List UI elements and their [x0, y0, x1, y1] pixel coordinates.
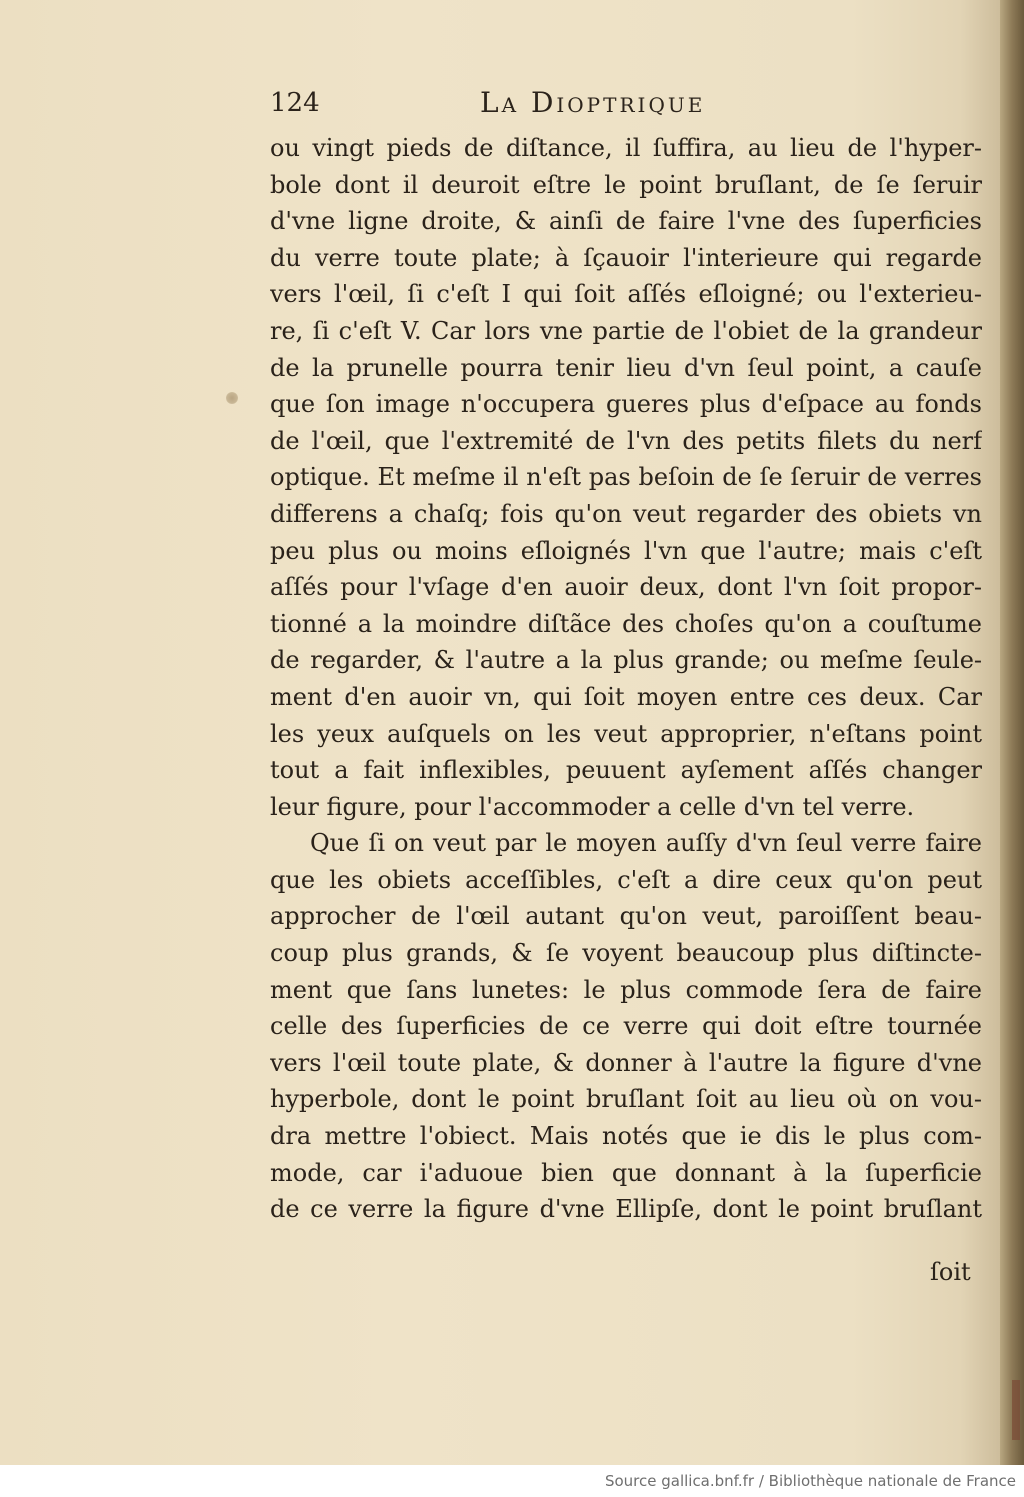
page-header [270, 86, 970, 126]
text-line: de la prunelle pourra tenir lieu d'vn ſeul point, a cauſe [270, 353, 982, 382]
paper-speck [226, 392, 238, 404]
text-line: que ſon image n'occupera gueres plus d'eſpace au fonds [270, 390, 982, 419]
text-line: de ce verre la figure d'vne Ellipſe, dont le point bruſlant [270, 1195, 982, 1224]
text-line: Que ſi on veut par le moyen auſſy d'vn ſeul verre faire [310, 829, 982, 858]
text-line: d'vne ligne droite, & ainſi de faire l'vne des ſuperficies [270, 207, 982, 236]
text-line: ment d'en auoir vn, qui ſoit moyen entre ces deux. Car [270, 682, 982, 711]
text-line: du verre toute plate; à ſçauoir l'interieure qui regarde [270, 243, 982, 272]
text-line: tionné a la moindre diſtãce des choſes qu'on a couſtume [270, 609, 982, 638]
text-line: tout a fait inflexibles, peuuent ayſement aſſés changer [270, 756, 982, 785]
text-line: vers l'œil toute plate, & donner à l'autre la figure d'vne [270, 1048, 982, 1077]
running-head: La Dioptrique [480, 86, 706, 119]
text-line: bole dont il deuroit eſtre le point bruſlant, de ſe ſeruir [270, 170, 982, 199]
text-line: ment que ſans lunetes: le plus commode ſera de faire [270, 975, 982, 1004]
text-line: optique. Et meſme il n'eſt pas beſoin de ſe ſeruir de verres [270, 463, 982, 492]
text-line: re, ſi c'eſt V. Car lors vne partie de l'obiet de la grandeur [270, 316, 982, 345]
edge-stain [1012, 1380, 1020, 1440]
text-line: celle des ſuperficies de ce verre qui doit eſtre tournée [270, 1012, 982, 1041]
text-line: peu plus ou moins eſloignés l'vn que l'autre; mais c'eſt [270, 536, 982, 565]
text-line: hyperbole, dont le point bruſlant ſoit au lieu où on vou- [270, 1085, 982, 1114]
text-line: de l'œil, que l'extremité de l'vn des petits filets du nerf [270, 426, 982, 455]
text-line: approcher de l'œil autant qu'on veut, paroiſſent beau- [270, 902, 982, 931]
text-line: coup plus grands, & ſe voyent beaucoup plus diſtincte- [270, 939, 982, 968]
text-line: mode, car i'aduoue bien que donnant à la ſuperficie [270, 1158, 982, 1187]
text-line: aſſés pour l'vſage d'en auoir deux, dont l'vn ſoit propor- [270, 573, 982, 602]
text-line: que les obiets acceſſibles, c'eſt a dire ceux qu'on peut [270, 865, 982, 894]
source-credit: Source gallica.bnf.fr / Bibliothèque nationale de France [604, 1472, 1016, 1490]
text-line: de regarder, & l'autre a la plus grande; ou meſme ſeule- [270, 646, 982, 675]
text-body [270, 130, 982, 1228]
text-line: vers l'œil, ſi c'eſt I qui ſoit aſſés eſloigné; ou l'exterieu- [270, 280, 982, 309]
page-number: 124 [270, 88, 320, 118]
text-line: ou vingt pieds de diſtance, il ſuffira, au lieu de l'hyper- [270, 134, 982, 162]
text-line: differens a chaſq; fois qu'on veut regarder des obiets vn [270, 499, 982, 528]
catchword: ſoit [930, 1258, 971, 1286]
text-line: dra mettre l'obiect. Mais notés que ie dis le plus com- [270, 1122, 982, 1151]
text-line: leur figure, pour l'accommoder a celle d'vn tel verre. [270, 792, 915, 821]
text-line: les yeux auſquels on les veut approprier, n'eſtans point [270, 719, 982, 748]
binding-shadow [1000, 0, 1024, 1465]
